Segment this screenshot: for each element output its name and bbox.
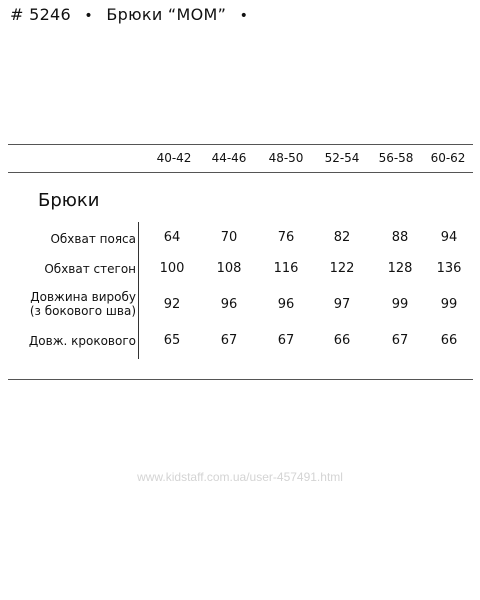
table-cell: 96 — [277, 297, 295, 312]
size-header-44-46: 44-46 — [211, 151, 247, 165]
article-number: # 5246 — [10, 5, 72, 24]
table-cell: 100 — [159, 261, 185, 276]
header-rule — [8, 172, 473, 173]
table-cell: 122 — [329, 261, 355, 276]
table-cell: 67 — [220, 333, 238, 348]
table-cell: 66 — [333, 333, 351, 348]
watermark-text: www.kidstaff.com.ua/user-457491.html — [137, 470, 343, 484]
label-divider — [138, 222, 139, 359]
row-label-length — [30, 290, 136, 318]
table-cell: 96 — [220, 297, 238, 312]
size-header-40-42: 40-42 — [156, 151, 192, 165]
table-cell: 108 — [216, 261, 242, 276]
table-cell: 116 — [273, 261, 299, 276]
table-cell: 82 — [333, 230, 351, 245]
table-cell: 88 — [391, 230, 409, 245]
table-cell: 92 — [163, 297, 181, 312]
row-label-inseam: Довж. крокового — [28, 334, 136, 348]
table-cell: 94 — [440, 230, 458, 245]
size-header-52-54: 52-54 — [324, 151, 360, 165]
page-title — [10, 5, 256, 24]
trailing-dot: • — [239, 8, 249, 24]
table-cell: 128 — [387, 261, 413, 276]
table-cell: 70 — [220, 230, 238, 245]
row-label-waist: Обхват пояса — [50, 232, 136, 246]
table-cell: 67 — [277, 333, 295, 348]
table-top-rule — [8, 144, 473, 145]
table-cell: 76 — [277, 230, 295, 245]
table-cell: 136 — [436, 261, 462, 276]
product-name: Брюки “MOM” — [106, 5, 227, 24]
section-title: Брюки — [38, 190, 100, 211]
table-bottom-rule — [8, 379, 473, 380]
table-cell: 64 — [163, 230, 181, 245]
table-cell: 99 — [440, 297, 458, 312]
size-header-56-58: 56-58 — [378, 151, 414, 165]
table-cell: 66 — [440, 333, 458, 348]
row-label-hips: Обхват стегон — [44, 262, 136, 276]
table-cell: 99 — [391, 297, 409, 312]
table-cell: 65 — [163, 333, 181, 348]
table-cell: 97 — [333, 297, 351, 312]
separator-dot: • — [84, 8, 93, 24]
size-header-48-50: 48-50 — [268, 151, 304, 165]
row-label-length-main: Довжина виробу — [30, 290, 136, 304]
table-cell: 67 — [391, 333, 409, 348]
size-header-60-62: 60-62 — [430, 151, 466, 165]
row-label-length-sub: (з бокового шва) — [29, 304, 136, 318]
